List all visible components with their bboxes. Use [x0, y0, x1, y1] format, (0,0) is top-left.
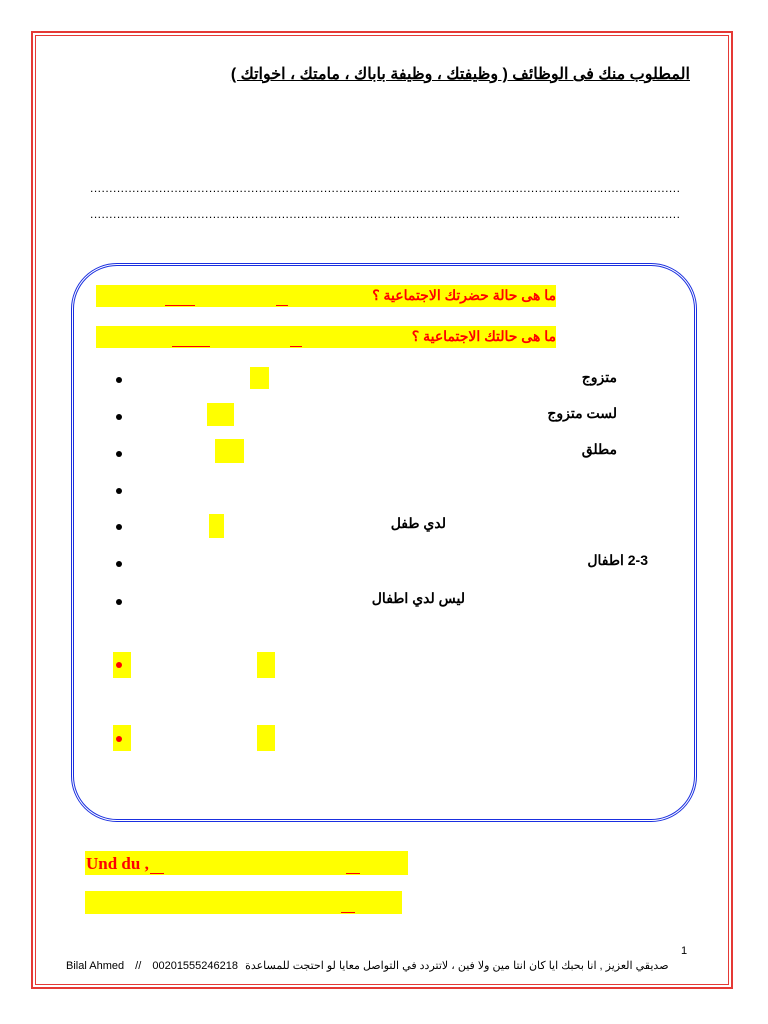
footer-message: صديقي العزيز , انا بحبك ايا كان انتا مين ولا فين ، لاتتردد في التواصل معايا لو احتجت للمساعدة — [245, 960, 669, 972]
option-two-three-children: 2-3 اطفال — [587, 552, 648, 568]
checkbox-not-married[interactable] — [207, 403, 234, 426]
footer-separator: // — [135, 960, 142, 972]
footer-phone: 00201555246218 — [152, 960, 238, 972]
und-du-blank-b[interactable] — [346, 873, 360, 874]
answer-blank-2a[interactable] — [172, 346, 210, 347]
bullet-8 — [116, 662, 122, 668]
dotted-answer-line-1[interactable]: .......................................................................................................................................................... — [90, 181, 681, 195]
answer-highlight-bar[interactable] — [85, 891, 402, 914]
answer-bar-blank[interactable] — [341, 912, 355, 913]
checkbox-one-child[interactable] — [209, 514, 224, 538]
bullet-4 — [116, 488, 122, 494]
answer-blank-2b[interactable] — [290, 346, 302, 347]
bullet-1 — [116, 377, 122, 383]
dotted-answer-line-2[interactable]: .......................................................................................................................................................... — [90, 207, 681, 221]
checkbox-extra-1[interactable] — [257, 652, 275, 678]
footer — [66, 959, 686, 972]
bullet-3 — [116, 451, 122, 457]
answer-blank-1b[interactable] — [276, 305, 288, 306]
page-title: المطلوب منك فى الوظائف ( وظيفتك ، وظيفة باباك ، مامتك ، اخواتك ) — [230, 66, 690, 83]
checkbox-divorced[interactable] — [215, 439, 244, 463]
option-not-married: لست متزوج — [547, 405, 617, 421]
option-no-children: ليس لدي اطفال — [371, 590, 465, 606]
und-du-label: Und du , — [86, 854, 149, 873]
und-du-blank-a[interactable] — [150, 873, 164, 874]
checkbox-married[interactable] — [250, 367, 269, 389]
footer-author: Bilal Ahmed — [66, 960, 125, 972]
bullet-9 — [116, 736, 122, 742]
checkbox-extra-2[interactable] — [257, 725, 275, 751]
bullet-2 — [116, 414, 122, 420]
option-one-child: لدي طفل — [390, 515, 446, 531]
answer-blank-1a[interactable] — [165, 305, 195, 306]
question-1: ما هى حالة حضرتك الاجتماعية ؟ — [372, 287, 556, 303]
question-2: ما هى حالتك الاجتماعية ؟ — [411, 328, 556, 344]
option-married: متزوج — [581, 369, 617, 385]
page-number: 1 — [681, 945, 688, 957]
bullet-7 — [116, 599, 122, 605]
bullet-6 — [116, 561, 122, 567]
bullet-5 — [116, 524, 122, 530]
option-divorced: مطلق — [581, 441, 617, 457]
